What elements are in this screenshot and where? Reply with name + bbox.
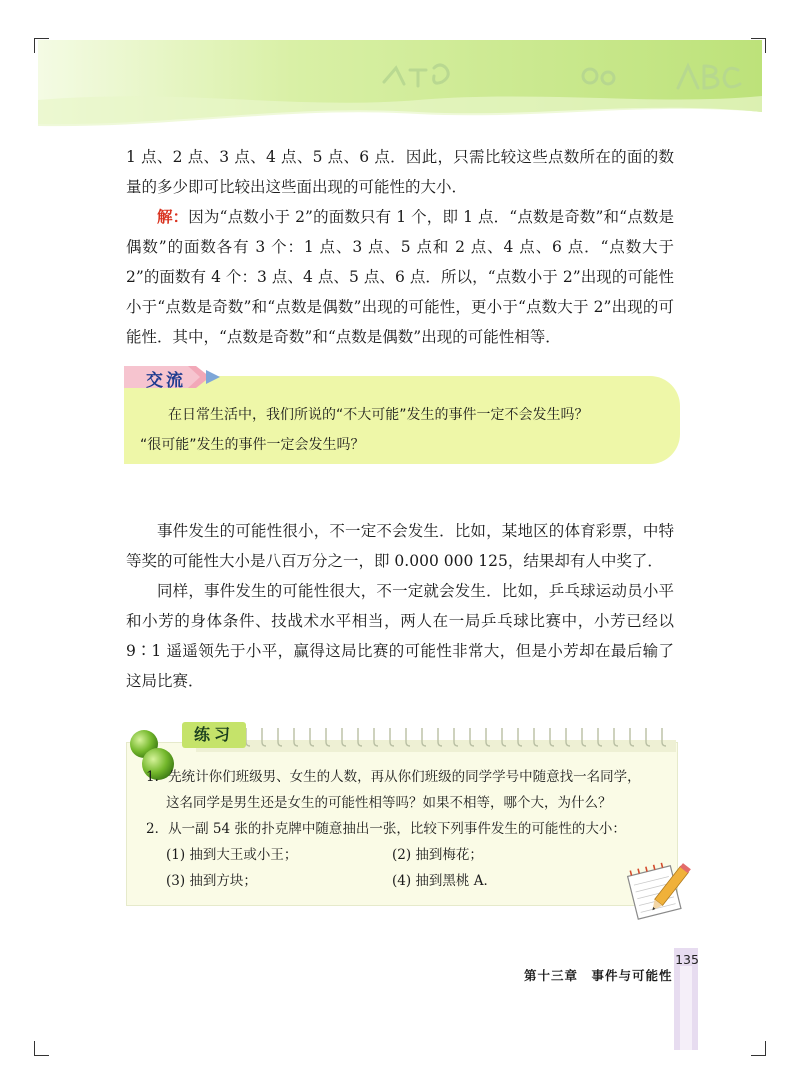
exercise-option-3: (3) 抽到方块； xyxy=(166,873,257,889)
discussion-text xyxy=(140,400,660,460)
discussion-label: 交流 xyxy=(146,371,186,391)
exercise-question-1-line-1: 1．先统计你们班级男、女生的人数，再从你们班级的同学学号中随意找一名同学， xyxy=(146,769,641,785)
exercise-label: 练习 xyxy=(182,722,246,748)
exercise-option-2: (2) 抽到梅花； xyxy=(392,847,483,863)
exercise-option-4: (4) 抽到黑桃 A． xyxy=(392,873,497,889)
exercise-question-2: 2．从一副 54 张的扑克牌中随意抽出一张，比较下列事件发生的可能性的大小： xyxy=(146,821,626,837)
solution-paragraph xyxy=(126,202,674,352)
discussion-line-2: “很可能”发生的事件一定会发生吗？ xyxy=(140,437,365,453)
header-banner xyxy=(38,40,762,130)
intro-text: 1 点、2 点、3 点、4 点、5 点、6 点．因此，只需比较这些点数所在的面的数量的多少即可比较出这些面出现的可能性的大小． xyxy=(126,148,674,196)
solution-text-block xyxy=(126,202,674,352)
notebook-pencil-icon xyxy=(618,856,694,926)
exercise-option-1: (1) 抽到大王或小王； xyxy=(166,847,298,863)
solution-label: 解： xyxy=(157,207,189,226)
exercise-options xyxy=(146,842,666,894)
body-paragraphs xyxy=(126,516,674,696)
discussion-line-1: 在日常生活中，我们所说的“不大可能”发生的事件一定不会发生吗？ xyxy=(168,407,589,423)
chapter-title: 第十三章 事件与可能性 xyxy=(524,968,673,983)
body-paragraph-2: 同样，事件发生的可能性很大，不一定就会发生．比如，乒乓球运动员小平和小芳的身体条件、技战术水平相当，两人在一局乒乓球比赛中，小芳已经以 9∶1 遥遥领先于小平，赢得这局比赛的可能性非常大，但是小芳却在最后输了这局比赛． xyxy=(126,582,674,690)
exercise-question-1-line-2: 这名同学是男生还是女生的可能性相等吗？如果不相等，哪个大，为什么？ xyxy=(166,795,612,811)
solution-text: 因为“点数小于 2”的面数只有 1 个，即 1 点．“点数是奇数”和“点数是偶数”的面数各有 3 个：1 点、3 点、5 点和 2 点、4 点、6 点．“点数大于 2”的面数有 4 个：3 点、4 点、5 点、6 点．所以，“点数小于 2”出现的可能性小于“点数是奇数”和“点数是偶数”出现的可能性，更小于“点数大于 2”出现的可能性．其中，“点数是奇数”和“点数是偶数”出现的可能性相等． xyxy=(126,208,674,346)
crop-mark-bottom-left xyxy=(34,1041,49,1056)
exercise-spiral-binding-icon xyxy=(196,722,676,752)
intro-paragraph xyxy=(126,142,674,202)
body-paragraph-1: 事件发生的可能性很小，不一定不会发生．比如，某地区的体育彩票，中特等奖的可能性大小是八百万分之一，即 0.000 000 125，结果却有人中奖了． xyxy=(126,522,674,570)
exercise-content xyxy=(146,764,666,894)
page-number: 135 xyxy=(675,952,699,967)
crop-mark-bottom-right xyxy=(751,1041,766,1056)
